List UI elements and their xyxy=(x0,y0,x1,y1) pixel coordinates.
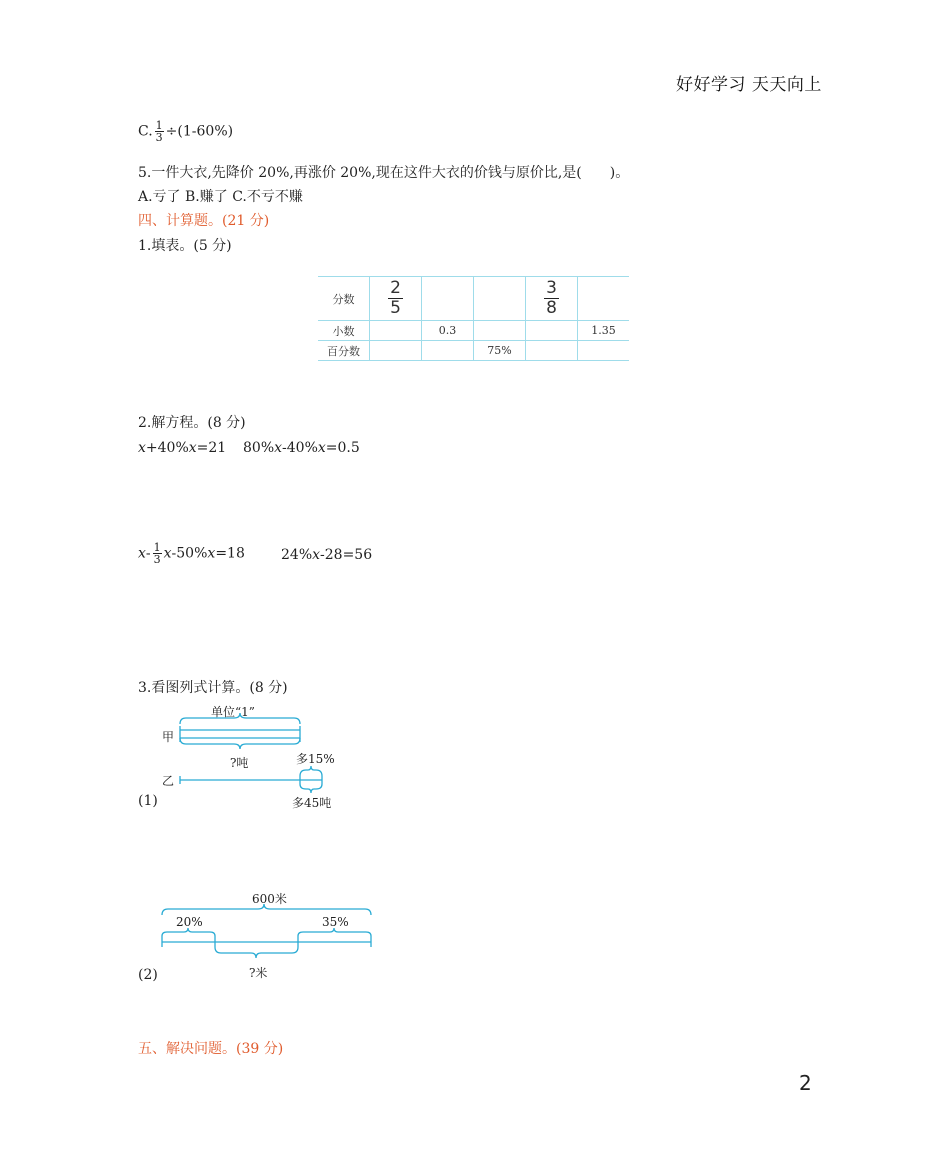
table-cell xyxy=(370,277,422,321)
eq-term: -40% xyxy=(282,440,318,456)
unit-label: 单位“1” xyxy=(211,705,255,719)
q4c-suffix: ÷(1-60%) xyxy=(165,123,234,140)
diagram-1-index: (1) xyxy=(138,793,158,809)
fraction-numerator: 1 xyxy=(153,541,161,554)
unknown-meters: ?米 xyxy=(249,966,268,980)
table-cell: 1.35 xyxy=(578,321,630,341)
left-pct-brace xyxy=(162,928,215,936)
q1-title: 1.填表。(5 分) xyxy=(138,238,232,254)
eq-rhs: -28=56 xyxy=(320,547,373,563)
table-cell xyxy=(474,277,526,321)
q5-options: A.亏了 B.赚了 C.不亏不赚 xyxy=(138,189,303,205)
eq-term: -50% xyxy=(171,545,208,562)
fraction-denominator: 3 xyxy=(153,553,161,566)
table-cell xyxy=(526,321,578,341)
table-row xyxy=(318,277,629,321)
page-number: 2 xyxy=(799,1071,812,1095)
q4c-prefix: C. xyxy=(138,123,153,140)
more-amount: 多45吨 xyxy=(292,796,332,810)
equation-3 xyxy=(138,542,245,565)
fraction-numerator: 3 xyxy=(546,278,557,298)
section-5-title: 五、解决问题。(39 分) xyxy=(138,1041,284,1057)
table-cell xyxy=(578,277,630,321)
row-label: 百分数 xyxy=(318,341,370,361)
equation-2 xyxy=(243,439,360,457)
fraction-denominator: 8 xyxy=(546,298,557,318)
extra-amt-brace xyxy=(300,784,322,793)
eq-rhs: =0.5 xyxy=(325,440,360,456)
variable-x: x xyxy=(207,545,216,562)
jia-label: 甲 xyxy=(162,730,175,744)
fraction-denominator: 3 xyxy=(155,131,163,144)
total-length: 600米 xyxy=(252,892,287,906)
variable-x: x xyxy=(188,440,197,456)
q5-stem: 5.一件大衣,先降价 20%,再涨价 20%,现在这件大衣的价钱与原价比,是( )。 xyxy=(138,165,630,181)
fill-table xyxy=(318,276,629,361)
more-pct: 多15% xyxy=(296,752,335,766)
table-cell xyxy=(526,277,578,321)
table-row xyxy=(318,321,629,341)
fraction xyxy=(388,279,403,318)
line-diagram-2 xyxy=(155,900,380,970)
fraction-denominator: 5 xyxy=(390,298,401,318)
table-cell xyxy=(370,341,422,361)
unknown-tons: ?吨 xyxy=(230,756,249,770)
eq-rhs: =18 xyxy=(215,545,245,562)
diagram-2-index: (2) xyxy=(138,967,158,983)
fraction-numerator: 1 xyxy=(155,119,163,132)
unknown-brace xyxy=(180,738,300,749)
q4-option-c xyxy=(138,120,233,143)
table-cell: 0.3 xyxy=(422,321,474,341)
equation-4 xyxy=(281,546,372,564)
eq-term: +40% xyxy=(145,440,189,456)
section-4-title: 四、计算题。(21 分) xyxy=(138,213,270,229)
table-cell xyxy=(474,321,526,341)
variable-x: x xyxy=(274,440,283,456)
table-row xyxy=(318,341,629,361)
row-label: 小数 xyxy=(318,321,370,341)
variable-x: x xyxy=(312,547,321,563)
table-cell: 75% xyxy=(474,341,526,361)
table-cell xyxy=(578,341,630,361)
right-pct: 35% xyxy=(322,915,349,929)
eq-term: - xyxy=(145,545,151,562)
eq-rhs: =21 xyxy=(196,440,227,456)
equation-1 xyxy=(138,439,226,457)
row-label: 分数 xyxy=(318,277,370,321)
table-cell xyxy=(422,277,474,321)
fraction xyxy=(153,542,162,565)
table-cell xyxy=(370,321,422,341)
q3-title: 3.看图列式计算。(8 分) xyxy=(138,680,288,696)
extra-pct-brace xyxy=(300,766,322,776)
fraction-numerator: 2 xyxy=(390,278,401,298)
q2-title: 2.解方程。(8 分) xyxy=(138,415,246,431)
fraction xyxy=(155,120,164,143)
variable-x: x xyxy=(138,440,146,456)
page-motto: 好好学习 天天向上 xyxy=(676,75,822,95)
left-pct: 20% xyxy=(176,915,203,929)
table-cell xyxy=(422,341,474,361)
fraction xyxy=(544,279,559,318)
yi-label: 乙 xyxy=(162,774,175,788)
variable-x: x xyxy=(317,440,326,456)
variable-x: x xyxy=(138,545,146,562)
eq-term: 80% xyxy=(243,440,275,456)
unknown-brace xyxy=(215,947,298,958)
variable-x: x xyxy=(163,545,172,562)
table-cell xyxy=(526,341,578,361)
eq-term: 24% xyxy=(281,547,313,563)
right-pct-brace xyxy=(298,928,371,936)
